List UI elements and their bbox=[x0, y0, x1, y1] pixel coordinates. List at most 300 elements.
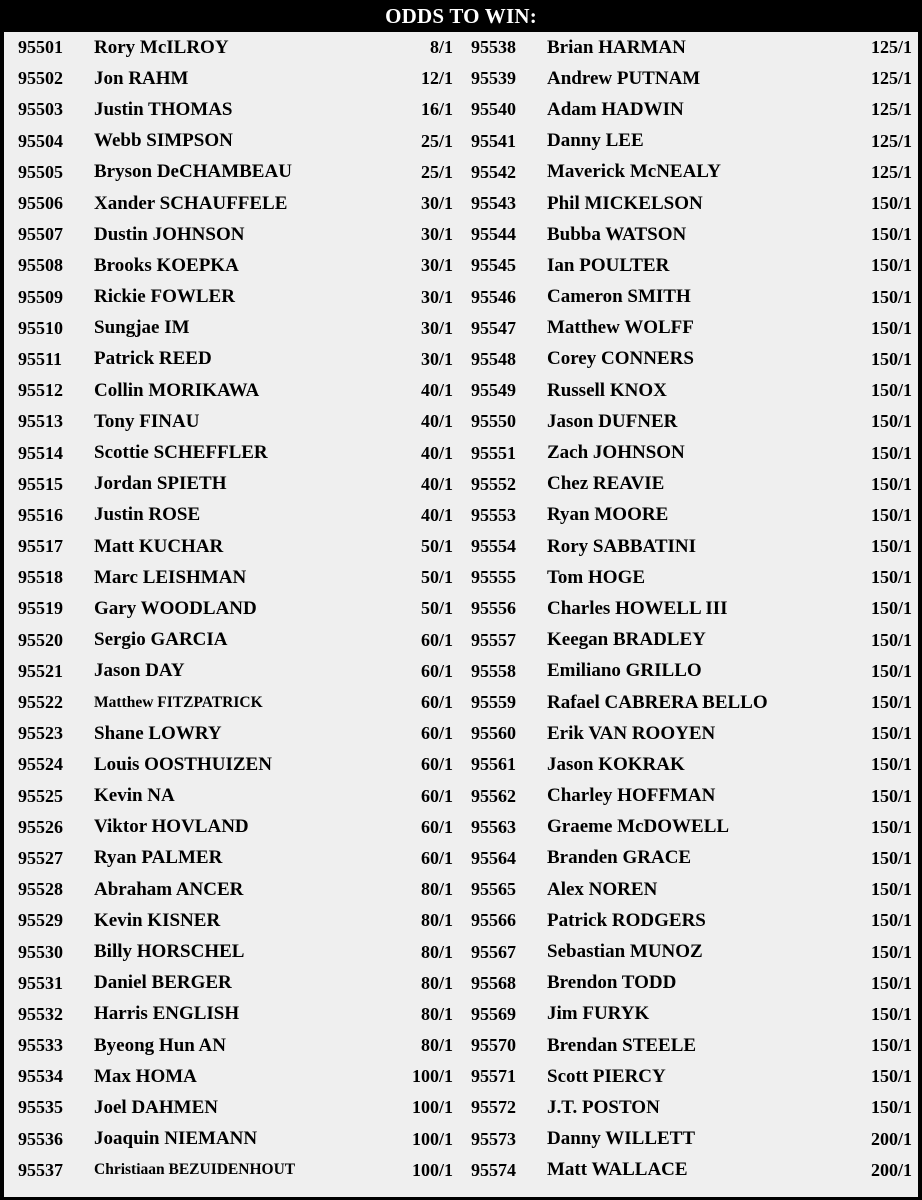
odds-value: 125/1 bbox=[870, 68, 912, 89]
odds-value: 60/1 bbox=[420, 660, 453, 681]
odds-value: 80/1 bbox=[420, 1035, 453, 1056]
table-row[interactable] bbox=[461, 1030, 918, 1061]
table-row[interactable] bbox=[461, 250, 918, 281]
table-row[interactable] bbox=[8, 94, 461, 125]
odds-value: 80/1 bbox=[420, 941, 453, 962]
odds-value: 8/1 bbox=[429, 37, 453, 58]
odds-value: 30/1 bbox=[420, 255, 453, 276]
odds-value: 25/1 bbox=[420, 161, 453, 182]
selection-number: 95533 bbox=[18, 1035, 63, 1056]
odds-value: 150/1 bbox=[870, 598, 912, 619]
odds-value: 150/1 bbox=[870, 1097, 912, 1118]
player-name: Jason DAY bbox=[94, 660, 185, 682]
selection-number: 95524 bbox=[18, 754, 63, 775]
table-row[interactable] bbox=[461, 531, 918, 562]
table-row[interactable] bbox=[8, 1124, 461, 1155]
selection-number: 95562 bbox=[471, 785, 516, 806]
odds-value: 80/1 bbox=[420, 972, 453, 993]
selection-number: 95572 bbox=[471, 1097, 516, 1118]
selection-number: 95512 bbox=[18, 380, 63, 401]
odds-value: 60/1 bbox=[420, 692, 453, 713]
player-name: Kevin NA bbox=[94, 785, 175, 807]
table-row[interactable] bbox=[461, 936, 918, 967]
odds-value: 150/1 bbox=[870, 629, 912, 650]
player-name: Sergio GARCIA bbox=[94, 629, 228, 651]
player-name: Sungjae IM bbox=[94, 317, 190, 339]
table-row[interactable] bbox=[461, 500, 918, 531]
table-row[interactable] bbox=[461, 687, 918, 718]
selection-number: 95546 bbox=[471, 286, 516, 307]
table-row[interactable] bbox=[8, 313, 461, 344]
player-name: Xander SCHAUFFELE bbox=[94, 192, 288, 214]
odds-value: 150/1 bbox=[870, 1003, 912, 1024]
player-name: Max HOMA bbox=[94, 1065, 197, 1087]
selection-number: 95563 bbox=[471, 816, 516, 837]
selection-number: 95515 bbox=[18, 473, 63, 494]
player-name: Graeme McDOWELL bbox=[547, 816, 730, 838]
player-name: Rory McILROY bbox=[94, 36, 229, 58]
selection-number: 95518 bbox=[18, 567, 63, 588]
player-name: Patrick REED bbox=[94, 348, 212, 370]
selection-number: 95517 bbox=[18, 536, 63, 557]
selection-number: 95530 bbox=[18, 941, 63, 962]
selection-number: 95551 bbox=[471, 442, 516, 463]
player-name: Tom HOGE bbox=[547, 566, 646, 588]
player-name: Collin MORIKAWA bbox=[94, 379, 260, 401]
odds-value: 30/1 bbox=[420, 286, 453, 307]
odds-value: 150/1 bbox=[870, 567, 912, 588]
selection-number: 95527 bbox=[18, 847, 63, 868]
odds-value: 30/1 bbox=[420, 224, 453, 245]
table-row[interactable] bbox=[461, 282, 918, 313]
table-row[interactable] bbox=[8, 500, 461, 531]
odds-value: 150/1 bbox=[870, 660, 912, 681]
table-row[interactable] bbox=[8, 469, 461, 500]
selection-number: 95566 bbox=[471, 910, 516, 931]
selection-number: 95547 bbox=[471, 317, 516, 338]
odds-value: 80/1 bbox=[420, 910, 453, 931]
table-row[interactable] bbox=[461, 843, 918, 874]
selection-number: 95573 bbox=[471, 1128, 516, 1149]
player-name: Scott PIERCY bbox=[547, 1065, 666, 1087]
selection-number: 95543 bbox=[471, 193, 516, 214]
table-row[interactable] bbox=[8, 625, 461, 656]
table-row[interactable] bbox=[461, 63, 918, 94]
table-row[interactable] bbox=[8, 250, 461, 281]
player-name: Branden GRACE bbox=[547, 847, 692, 869]
odds-value: 40/1 bbox=[420, 504, 453, 525]
odds-value: 150/1 bbox=[870, 255, 912, 276]
selection-number: 95534 bbox=[18, 1066, 63, 1087]
selection-number: 95506 bbox=[18, 193, 63, 214]
selection-number: 95525 bbox=[18, 785, 63, 806]
player-name: Ryan PALMER bbox=[94, 847, 223, 869]
selection-number: 95555 bbox=[471, 567, 516, 588]
table-row[interactable] bbox=[8, 781, 461, 812]
player-name: Justin ROSE bbox=[94, 504, 201, 526]
table-row[interactable] bbox=[461, 718, 918, 749]
player-name: Maverick McNEALY bbox=[547, 161, 721, 183]
odds-value: 150/1 bbox=[870, 411, 912, 432]
player-name: Brendan STEELE bbox=[547, 1034, 697, 1056]
table-row[interactable] bbox=[8, 63, 461, 94]
table-row[interactable] bbox=[461, 1092, 918, 1123]
table-row[interactable] bbox=[8, 593, 461, 624]
table-row[interactable] bbox=[8, 843, 461, 874]
odds-value: 150/1 bbox=[870, 692, 912, 713]
table-row[interactable] bbox=[461, 94, 918, 125]
table-row[interactable] bbox=[461, 625, 918, 656]
table-row[interactable] bbox=[8, 687, 461, 718]
player-name: Jason DUFNER bbox=[547, 410, 678, 432]
table-row[interactable] bbox=[8, 874, 461, 905]
player-name: Shane LOWRY bbox=[94, 722, 222, 744]
table-row[interactable] bbox=[8, 936, 461, 967]
player-name: Ryan MOORE bbox=[547, 504, 669, 526]
player-name: Chez REAVIE bbox=[547, 473, 665, 495]
selection-number: 95541 bbox=[471, 130, 516, 151]
table-row[interactable] bbox=[8, 656, 461, 687]
player-name: Brendon TODD bbox=[547, 972, 677, 994]
table-row[interactable] bbox=[8, 344, 461, 375]
table-row[interactable] bbox=[461, 126, 918, 157]
odds-value: 150/1 bbox=[870, 847, 912, 868]
player-name: Harris ENGLISH bbox=[94, 1003, 240, 1025]
player-name: Louis OOSTHUIZEN bbox=[94, 753, 272, 775]
selection-number: 95548 bbox=[471, 348, 516, 369]
odds-value: 30/1 bbox=[420, 317, 453, 338]
selection-number: 95503 bbox=[18, 99, 63, 120]
table-row[interactable] bbox=[461, 313, 918, 344]
player-name: Bryson DeCHAMBEAU bbox=[94, 161, 292, 183]
player-name: Christiaan BEZUIDENHOUT bbox=[94, 1161, 296, 1179]
selection-number: 95529 bbox=[18, 910, 63, 931]
player-name: Rickie FOWLER bbox=[94, 286, 235, 308]
odds-column-left bbox=[4, 32, 461, 1197]
odds-value: 150/1 bbox=[870, 816, 912, 837]
player-name: Jordan SPIETH bbox=[94, 473, 227, 495]
selection-number: 95557 bbox=[471, 629, 516, 650]
odds-value: 100/1 bbox=[411, 1066, 453, 1087]
table-row[interactable] bbox=[461, 437, 918, 468]
player-name: Kevin KISNER bbox=[94, 909, 221, 931]
selection-number: 95511 bbox=[18, 348, 63, 369]
table-row[interactable] bbox=[8, 437, 461, 468]
selection-number: 95558 bbox=[471, 660, 516, 681]
table-row[interactable] bbox=[8, 562, 461, 593]
page-title: ODDS TO WIN: bbox=[385, 3, 537, 28]
player-name: Charley HOFFMAN bbox=[547, 785, 716, 807]
selection-number: 95554 bbox=[471, 536, 516, 557]
selection-number: 95523 bbox=[18, 723, 63, 744]
player-name: Bubba WATSON bbox=[547, 223, 687, 245]
odds-value: 80/1 bbox=[420, 1003, 453, 1024]
player-name: Matthew WOLFF bbox=[547, 317, 694, 339]
player-name: Marc LEISHMAN bbox=[94, 566, 247, 588]
player-name: Viktor HOVLAND bbox=[94, 816, 249, 838]
player-name: Cameron SMITH bbox=[547, 286, 691, 308]
odds-value: 150/1 bbox=[870, 785, 912, 806]
player-name: Tony FINAU bbox=[94, 410, 200, 432]
table-row[interactable] bbox=[8, 1061, 461, 1092]
table-row[interactable] bbox=[461, 344, 918, 375]
selection-number: 95508 bbox=[18, 255, 63, 276]
odds-value: 150/1 bbox=[870, 1066, 912, 1087]
table-row[interactable] bbox=[461, 874, 918, 905]
odds-value: 150/1 bbox=[870, 442, 912, 463]
table-row[interactable] bbox=[461, 656, 918, 687]
player-name: Jim FURYK bbox=[547, 1003, 650, 1025]
odds-value: 60/1 bbox=[420, 629, 453, 650]
player-name: Abraham ANCER bbox=[94, 878, 244, 900]
selection-number: 95510 bbox=[18, 317, 63, 338]
odds-value: 40/1 bbox=[420, 380, 453, 401]
selection-number: 95550 bbox=[471, 411, 516, 432]
selection-number: 95532 bbox=[18, 1003, 63, 1024]
odds-value: 30/1 bbox=[420, 348, 453, 369]
odds-table bbox=[4, 32, 918, 1197]
selection-number: 95538 bbox=[471, 37, 516, 58]
table-row[interactable] bbox=[8, 1030, 461, 1061]
player-name: Corey CONNERS bbox=[547, 348, 694, 370]
odds-value: 25/1 bbox=[420, 130, 453, 151]
odds-value: 200/1 bbox=[870, 1159, 912, 1180]
selection-number: 95507 bbox=[18, 224, 63, 245]
player-name: Joel DAHMEN bbox=[94, 1096, 219, 1118]
table-row[interactable] bbox=[461, 562, 918, 593]
selection-number: 95522 bbox=[18, 692, 63, 713]
selection-number: 95526 bbox=[18, 816, 63, 837]
odds-value: 125/1 bbox=[870, 130, 912, 151]
selection-number: 95504 bbox=[18, 130, 63, 151]
odds-value: 150/1 bbox=[870, 941, 912, 962]
player-name: Keegan BRADLEY bbox=[547, 629, 706, 651]
player-name: Andrew PUTNAM bbox=[547, 67, 701, 89]
table-row[interactable] bbox=[461, 812, 918, 843]
selection-number: 95505 bbox=[18, 161, 63, 182]
table-row[interactable] bbox=[461, 219, 918, 250]
odds-value: 150/1 bbox=[870, 1035, 912, 1056]
selection-number: 95559 bbox=[471, 692, 516, 713]
selection-number: 95549 bbox=[471, 380, 516, 401]
table-row[interactable] bbox=[461, 781, 918, 812]
odds-value: 60/1 bbox=[420, 816, 453, 837]
odds-value: 100/1 bbox=[411, 1128, 453, 1149]
odds-value: 40/1 bbox=[420, 473, 453, 494]
selection-number: 95571 bbox=[471, 1066, 516, 1087]
odds-value: 60/1 bbox=[420, 847, 453, 868]
odds-value: 150/1 bbox=[870, 193, 912, 214]
odds-value: 150/1 bbox=[870, 536, 912, 557]
odds-value: 60/1 bbox=[420, 754, 453, 775]
odds-value: 60/1 bbox=[420, 723, 453, 744]
player-name: Danny LEE bbox=[547, 130, 644, 152]
selection-number: 95574 bbox=[471, 1159, 516, 1180]
table-row[interactable] bbox=[461, 1155, 918, 1186]
player-name: Dustin JOHNSON bbox=[94, 223, 245, 245]
selection-number: 95521 bbox=[18, 660, 63, 681]
player-name: Byeong Hun AN bbox=[94, 1034, 226, 1056]
selection-number: 95565 bbox=[471, 879, 516, 900]
selection-number: 95519 bbox=[18, 598, 63, 619]
odds-value: 150/1 bbox=[870, 224, 912, 245]
selection-number: 95556 bbox=[471, 598, 516, 619]
odds-value: 50/1 bbox=[420, 536, 453, 557]
table-row[interactable] bbox=[8, 188, 461, 219]
selection-number: 95514 bbox=[18, 442, 63, 463]
table-row[interactable] bbox=[461, 406, 918, 437]
selection-number: 95509 bbox=[18, 286, 63, 307]
table-row[interactable] bbox=[8, 1092, 461, 1123]
player-name: Matthew FITZPATRICK bbox=[94, 693, 263, 711]
player-name: Brooks KOEPKA bbox=[94, 254, 239, 276]
player-name: Gary WOODLAND bbox=[94, 597, 257, 619]
player-name: Joaquin NIEMANN bbox=[94, 1128, 258, 1150]
player-name: Danny WILLETT bbox=[547, 1128, 696, 1150]
selection-number: 95502 bbox=[18, 68, 63, 89]
selection-number: 95561 bbox=[471, 754, 516, 775]
selection-number: 95513 bbox=[18, 411, 63, 432]
table-row[interactable] bbox=[8, 999, 461, 1030]
player-name: J.T. POSTON bbox=[547, 1096, 660, 1118]
table-row[interactable] bbox=[461, 1061, 918, 1092]
selection-number: 95539 bbox=[471, 68, 516, 89]
selection-number: 95560 bbox=[471, 723, 516, 744]
odds-value: 150/1 bbox=[870, 754, 912, 775]
table-row[interactable] bbox=[8, 406, 461, 437]
table-row[interactable] bbox=[461, 593, 918, 624]
odds-value: 50/1 bbox=[420, 598, 453, 619]
table-row[interactable] bbox=[8, 32, 461, 63]
odds-value: 150/1 bbox=[870, 504, 912, 525]
selection-number: 95520 bbox=[18, 629, 63, 650]
player-name: Brian HARMAN bbox=[547, 36, 686, 58]
odds-value: 150/1 bbox=[870, 317, 912, 338]
selection-number: 95568 bbox=[471, 972, 516, 993]
odds-value: 80/1 bbox=[420, 879, 453, 900]
table-row[interactable] bbox=[8, 157, 461, 188]
table-row[interactable] bbox=[8, 812, 461, 843]
selection-number: 95567 bbox=[471, 941, 516, 962]
selection-number: 95535 bbox=[18, 1097, 63, 1118]
player-name: Sebastian MUNOZ bbox=[547, 941, 703, 963]
player-name: Erik VAN ROOYEN bbox=[547, 722, 716, 744]
selection-number: 95569 bbox=[471, 1003, 516, 1024]
player-name: Daniel BERGER bbox=[94, 972, 232, 994]
odds-value: 30/1 bbox=[420, 193, 453, 214]
odds-value: 150/1 bbox=[870, 286, 912, 307]
odds-value: 150/1 bbox=[870, 380, 912, 401]
player-name: Adam HADWIN bbox=[547, 98, 684, 120]
player-name: Jon RAHM bbox=[94, 67, 189, 89]
player-name: Matt KUCHAR bbox=[94, 535, 224, 557]
table-row[interactable] bbox=[8, 968, 461, 999]
selection-number: 95564 bbox=[471, 847, 516, 868]
table-row[interactable] bbox=[8, 749, 461, 780]
player-name: Justin THOMAS bbox=[94, 98, 233, 120]
table-row[interactable] bbox=[8, 531, 461, 562]
player-name: Ian POULTER bbox=[547, 254, 670, 276]
player-name: Patrick RODGERS bbox=[547, 909, 706, 931]
odds-column-right bbox=[461, 32, 918, 1197]
selection-number: 95542 bbox=[471, 161, 516, 182]
selection-number: 95528 bbox=[18, 879, 63, 900]
odds-value: 100/1 bbox=[411, 1097, 453, 1118]
odds-value: 40/1 bbox=[420, 411, 453, 432]
player-name: Webb SIMPSON bbox=[94, 130, 233, 152]
player-name: Rory SABBATINI bbox=[547, 535, 697, 557]
odds-value: 100/1 bbox=[411, 1159, 453, 1180]
table-row[interactable] bbox=[461, 32, 918, 63]
odds-value: 12/1 bbox=[420, 68, 453, 89]
player-name: Phil MICKELSON bbox=[547, 192, 703, 214]
player-name: Scottie SCHEFFLER bbox=[94, 442, 268, 464]
table-row[interactable] bbox=[8, 282, 461, 313]
odds-value: 125/1 bbox=[870, 37, 912, 58]
odds-value: 125/1 bbox=[870, 99, 912, 120]
player-name: Charles HOWELL III bbox=[547, 597, 728, 619]
player-name: Rafael CABRERA BELLO bbox=[547, 691, 768, 713]
table-row[interactable] bbox=[8, 219, 461, 250]
table-row[interactable] bbox=[461, 999, 918, 1030]
odds-value: 150/1 bbox=[870, 473, 912, 494]
table-row[interactable] bbox=[461, 157, 918, 188]
player-name: Russell KNOX bbox=[547, 379, 667, 401]
player-name: Zach JOHNSON bbox=[547, 442, 685, 464]
selection-number: 95501 bbox=[18, 37, 63, 58]
selection-number: 95537 bbox=[18, 1159, 63, 1180]
table-row[interactable] bbox=[461, 188, 918, 219]
selection-number: 95531 bbox=[18, 972, 63, 993]
selection-number: 95516 bbox=[18, 504, 63, 525]
table-row[interactable] bbox=[8, 718, 461, 749]
selection-number: 95552 bbox=[471, 473, 516, 494]
selection-number: 95553 bbox=[471, 504, 516, 525]
selection-number: 95544 bbox=[471, 224, 516, 245]
odds-value: 150/1 bbox=[870, 910, 912, 931]
odds-value: 40/1 bbox=[420, 442, 453, 463]
player-name: Alex NOREN bbox=[547, 878, 658, 900]
odds-value: 50/1 bbox=[420, 567, 453, 588]
odds-value: 150/1 bbox=[870, 972, 912, 993]
odds-value: 150/1 bbox=[870, 723, 912, 744]
player-name: Emiliano GRILLO bbox=[547, 660, 702, 682]
odds-value: 200/1 bbox=[870, 1128, 912, 1149]
board-header bbox=[0, 0, 922, 32]
selection-number: 95540 bbox=[471, 99, 516, 120]
player-name: Matt WALLACE bbox=[547, 1159, 688, 1181]
table-row[interactable] bbox=[8, 375, 461, 406]
odds-value: 60/1 bbox=[420, 785, 453, 806]
table-row[interactable] bbox=[461, 375, 918, 406]
player-name: Jason KOKRAK bbox=[547, 753, 685, 775]
table-row[interactable] bbox=[8, 1155, 461, 1186]
table-row[interactable] bbox=[8, 905, 461, 936]
selection-number: 95536 bbox=[18, 1128, 63, 1149]
odds-value: 150/1 bbox=[870, 879, 912, 900]
odds-value: 150/1 bbox=[870, 348, 912, 369]
player-name: Billy HORSCHEL bbox=[94, 941, 245, 963]
selection-number: 95545 bbox=[471, 255, 516, 276]
table-row[interactable] bbox=[461, 905, 918, 936]
table-row[interactable] bbox=[461, 1124, 918, 1155]
table-row[interactable] bbox=[461, 968, 918, 999]
selection-number: 95570 bbox=[471, 1035, 516, 1056]
table-row[interactable] bbox=[461, 749, 918, 780]
table-row[interactable] bbox=[8, 126, 461, 157]
table-row[interactable] bbox=[461, 469, 918, 500]
odds-value: 125/1 bbox=[870, 161, 912, 182]
